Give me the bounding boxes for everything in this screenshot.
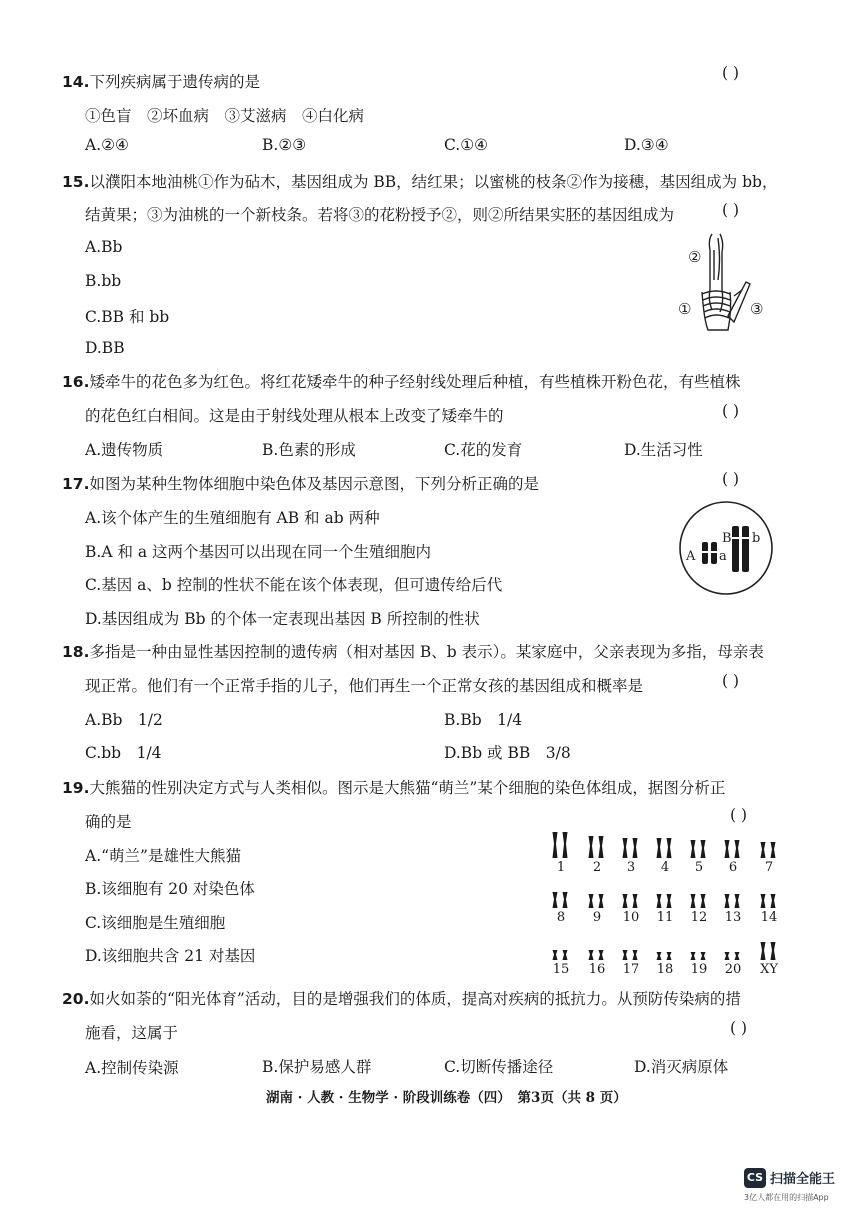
chromosome-pair bbox=[548, 930, 574, 960]
chromosome-pair bbox=[686, 828, 712, 858]
question-stem: 如火如荼的“阳光体育”活动，目的是增强我们的体质，提高对疾病的抵抗力。从预防传染病的措 bbox=[89, 990, 741, 1008]
chromosome-pair bbox=[720, 878, 746, 908]
chromosome-pair bbox=[756, 878, 782, 908]
chromosome-pair bbox=[548, 878, 574, 908]
option-d: D.该细胞共含 21 对基因 bbox=[85, 947, 256, 965]
chromosome-pair bbox=[686, 930, 712, 960]
chromosome-number: 10 bbox=[622, 910, 640, 925]
chromosome-pair bbox=[652, 878, 678, 908]
option-d: D.BB bbox=[85, 339, 125, 357]
grafting-figure bbox=[672, 230, 772, 340]
figure-label-1: ① bbox=[678, 300, 692, 318]
question-17 bbox=[62, 472, 539, 494]
question-stem: 下列疾病属于遗传病的是 bbox=[89, 73, 260, 91]
scanner-tagline: 3亿人都在用的扫描App bbox=[744, 1193, 829, 1202]
scanner-logo: CS bbox=[744, 1168, 766, 1188]
chromosome-pair bbox=[618, 828, 644, 858]
option-b: B.保护易感人群 bbox=[262, 1058, 372, 1076]
question-stem-line2: 现正常。他们有一个正常手指的儿子，他们再生一个正常女孩的基因组成和概率是 bbox=[85, 677, 644, 695]
chromosome-number: 3 bbox=[626, 860, 636, 875]
chromosome-pair bbox=[584, 878, 610, 908]
question-15 bbox=[62, 170, 777, 192]
question-stem-line2: 结黄果；③为油桃的一个新枝条。若将③的花粉授予②，则②所结果实胚的基因组成为 bbox=[85, 206, 675, 224]
question-stem: 以濮阳本地油桃①作为砧木，基因组成为 BB，结红果；以蜜桃的枝条②作为接穗，基因组成为 bb， bbox=[89, 173, 778, 191]
option-d: D.基因组成为 Bb 的个体一定表现出基因 B 所控制的性状 bbox=[85, 610, 480, 628]
chromosome-pair bbox=[584, 828, 610, 858]
question-items: ①色盲 ②坏血病 ③艾滋病 ④白化病 bbox=[85, 107, 365, 125]
chromosome-number: 2 bbox=[592, 860, 602, 875]
option-d: D.Bb 或 BB 3/8 bbox=[444, 744, 571, 762]
option-a: A.该个体产生的生殖细胞有 AB 和 ab 两种 bbox=[85, 509, 380, 527]
gene-label-b: b bbox=[752, 531, 761, 546]
question-number: 15. bbox=[62, 173, 90, 191]
option-c: C.BB 和 bb bbox=[85, 308, 170, 326]
option-a: A.Bb bbox=[85, 238, 123, 256]
chromosome-number: 9 bbox=[592, 910, 602, 925]
question-number: 18. bbox=[62, 643, 90, 661]
option-a: A.“萌兰”是雄性大熊猫 bbox=[85, 847, 241, 865]
answer-paren: ( ) bbox=[722, 470, 740, 488]
option-b: B.Bb 1/4 bbox=[444, 711, 523, 729]
gene-label-B: B bbox=[722, 531, 732, 546]
option-c: C.花的发育 bbox=[444, 441, 523, 459]
option-a: A.Bb 1/2 bbox=[85, 711, 163, 729]
question-stem: 矮牵牛的花色多为红色。将红花矮牵牛的种子经射线处理后种植，有些植株开粉色花，有些植株 bbox=[89, 373, 741, 391]
option-b: B.该细胞有 20 对染色体 bbox=[85, 880, 255, 898]
question-number: 19. bbox=[62, 779, 90, 797]
question-18 bbox=[62, 640, 764, 662]
gene-label-a: a bbox=[719, 549, 727, 564]
question-stem: 如图为某种生物体细胞中染色体及基因示意图，下列分析正确的是 bbox=[89, 475, 539, 493]
chromosome-number: 19 bbox=[690, 962, 708, 977]
question-number: 20. bbox=[62, 990, 90, 1008]
chromosome-pair bbox=[584, 930, 610, 960]
option-b: B.色素的形成 bbox=[262, 441, 356, 459]
chromosome-number: 16 bbox=[588, 962, 606, 977]
chromosome-number: 4 bbox=[660, 860, 670, 875]
scanner-brand: 扫描全能王 bbox=[770, 1172, 836, 1187]
answer-paren: ( ) bbox=[722, 402, 740, 420]
question-stem-line2: 施看，这属于 bbox=[85, 1024, 179, 1042]
option-b: B.②③ bbox=[262, 136, 307, 154]
chromosome-number: 15 bbox=[552, 962, 570, 977]
question-14 bbox=[62, 70, 260, 92]
chromosome-number: 18 bbox=[656, 962, 674, 977]
chromosome-number: 14 bbox=[760, 910, 778, 925]
chromosome-pair bbox=[686, 878, 712, 908]
option-c: C.基因 a、b 控制的性状不能在该个体表现，但可遗传给后代 bbox=[85, 576, 503, 594]
figure-label-3: ③ bbox=[750, 300, 764, 318]
option-a: A.遗传物质 bbox=[85, 441, 164, 459]
question-stem: 多指是一种由显性基因控制的遗传病（相对基因 B、b 表示）。某家庭中，父亲表现为多指，母亲表 bbox=[89, 643, 764, 661]
chromosome-pair bbox=[618, 878, 644, 908]
question-stem: 大熊猫的性别决定方式与人类相似。图示是大熊猫“萌兰”某个细胞的染色体组成，据图分析正 bbox=[89, 779, 726, 797]
question-20 bbox=[62, 987, 741, 1009]
option-d: D.③④ bbox=[624, 136, 669, 154]
option-c: C.该细胞是生殖细胞 bbox=[85, 914, 226, 932]
answer-paren: ( ) bbox=[722, 201, 740, 219]
question-stem-line2: 确的是 bbox=[85, 813, 132, 831]
figure-label-2: ② bbox=[688, 248, 702, 266]
chromosome-number: 8 bbox=[556, 910, 566, 925]
chromosome-pair bbox=[618, 930, 644, 960]
option-b: B.A 和 a 这两个基因可以出现在同一个生殖细胞内 bbox=[85, 543, 432, 561]
chromosome-pair bbox=[652, 828, 678, 858]
karyotype-figure bbox=[540, 828, 790, 978]
gene-label-A: A bbox=[686, 549, 696, 564]
question-19 bbox=[62, 776, 725, 798]
option-c: C.bb 1/4 bbox=[85, 744, 162, 762]
question-number: 17. bbox=[62, 475, 90, 493]
question-number: 14. bbox=[62, 73, 90, 91]
question-stem-line2: 的花色红白相间。这是由于射线处理从根本上改变了矮牵牛的 bbox=[85, 407, 504, 425]
chromosome-number: 12 bbox=[690, 910, 708, 925]
option-a: A.控制传染源 bbox=[85, 1059, 179, 1077]
chromosome-pair bbox=[720, 930, 746, 960]
answer-paren: ( ) bbox=[730, 806, 748, 824]
question-number: 16. bbox=[62, 373, 90, 391]
option-d: D.生活习性 bbox=[624, 441, 703, 459]
chromosome-pair bbox=[548, 828, 574, 858]
question-16 bbox=[62, 370, 740, 392]
chromosome-pair bbox=[720, 828, 746, 858]
page-footer: 湖南 · 人教 · 生物学 · 阶段训练卷（四） 第3页（共 8 页） bbox=[266, 1090, 627, 1106]
chromosome-number: 1 bbox=[556, 860, 566, 875]
cell-chromosome-figure bbox=[676, 498, 776, 598]
chromosome-pair bbox=[756, 828, 782, 858]
answer-paren: ( ) bbox=[722, 672, 740, 690]
chromosome-number: 5 bbox=[694, 860, 704, 875]
option-a: A.②④ bbox=[85, 136, 129, 154]
chromosome-number: 11 bbox=[656, 910, 674, 925]
chromosome-number: 13 bbox=[724, 910, 742, 925]
option-c: C.切断传播途径 bbox=[444, 1058, 554, 1076]
answer-paren: ( ) bbox=[730, 1019, 748, 1037]
option-d: D.消灭病原体 bbox=[634, 1058, 729, 1076]
chromosome-pair bbox=[652, 930, 678, 960]
answer-paren: ( ) bbox=[722, 64, 740, 82]
chromosome-number: 6 bbox=[728, 860, 738, 875]
chromosome-number: XY bbox=[760, 962, 778, 977]
chromosome-number: 7 bbox=[764, 860, 774, 875]
option-c: C.①④ bbox=[444, 136, 489, 154]
chromosome-number: 17 bbox=[622, 962, 640, 977]
chromosome-number: 20 bbox=[724, 962, 742, 977]
option-b: B.bb bbox=[85, 272, 122, 290]
chromosome-pair bbox=[756, 930, 782, 960]
